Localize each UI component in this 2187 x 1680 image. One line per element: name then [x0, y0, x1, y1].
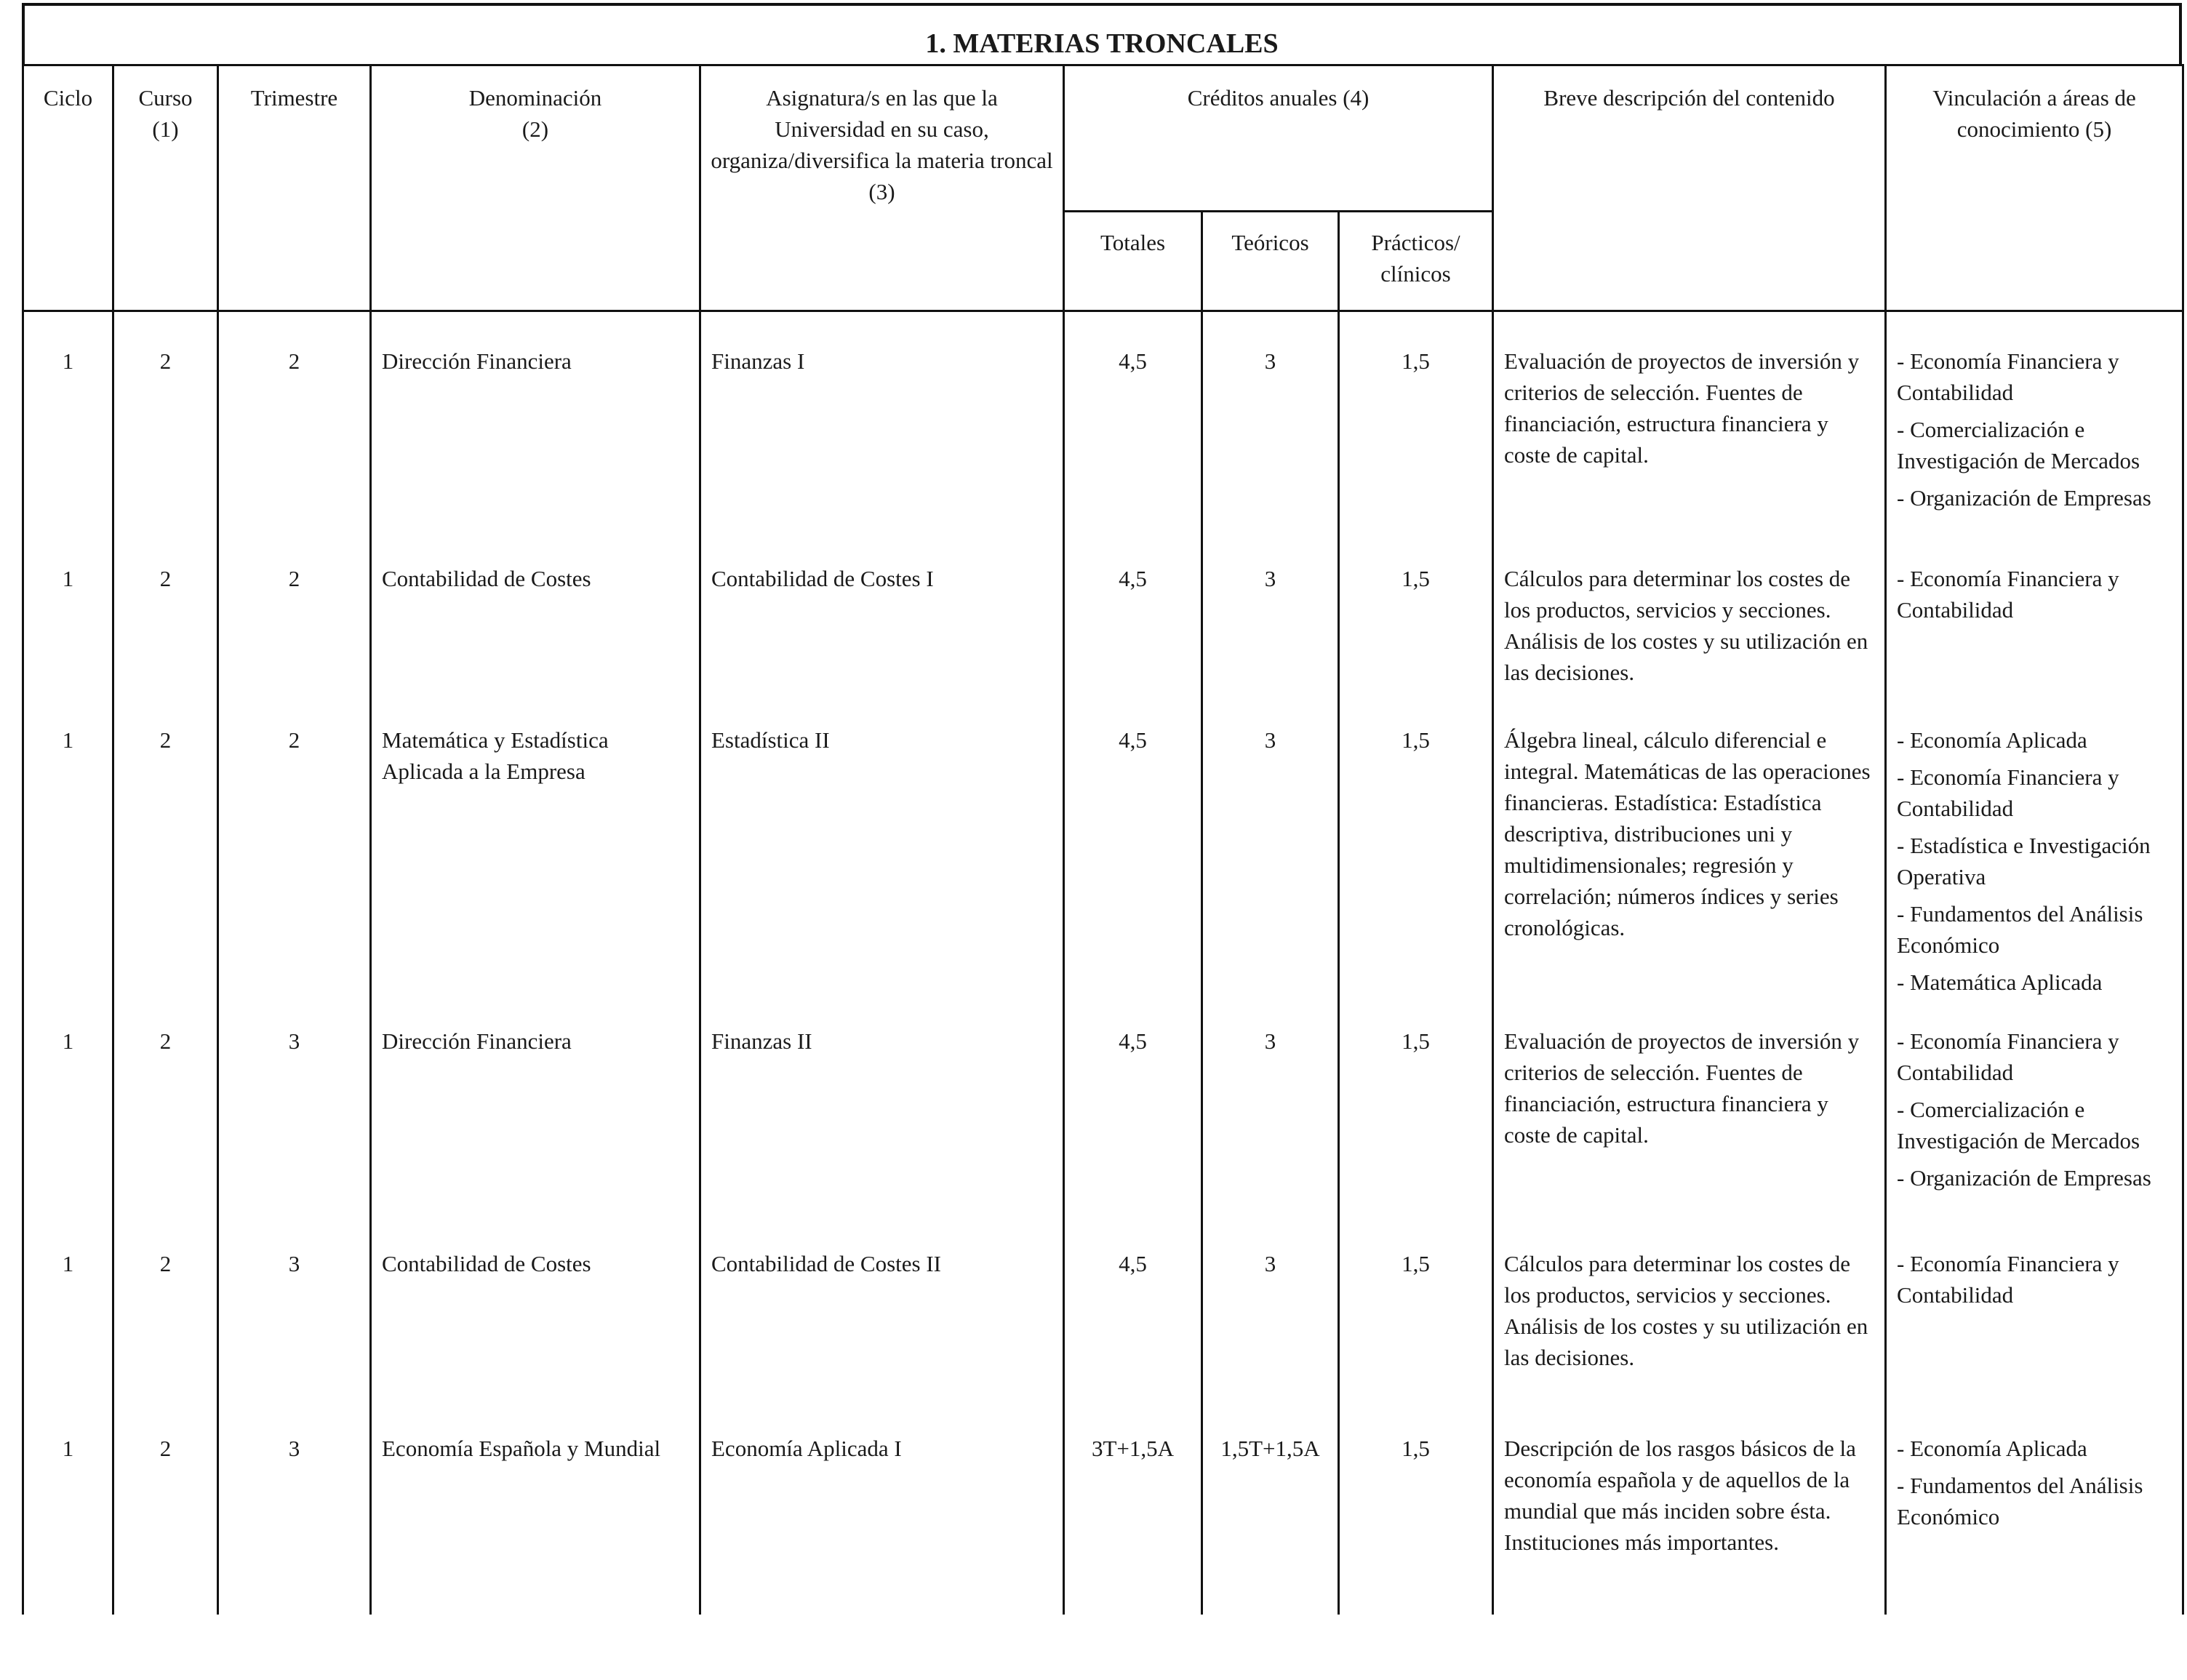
- cell-descripcion: Descripción de los rasgos básicos de la economía española y de aquellos de la mundial que más inciden sobre ésta. Instituciones más importantes.: [1493, 1411, 1886, 1615]
- header-practicos: Prácticos/ clínicos: [1339, 212, 1493, 311]
- area-item: - Economía Financiera y Contabilidad: [1897, 1028, 2119, 1085]
- header-curso: [113, 65, 218, 311]
- table-row: [23, 704, 2183, 1004]
- header-curso-label: Curso: [138, 85, 193, 111]
- cell-descripcion: Cálculos para determinar los costes de los productos, servicios y secciones. Análisis de los costes y su utilización en las decisiones.: [1493, 543, 1886, 704]
- header-ciclo: Ciclo: [23, 65, 113, 311]
- cell-teoricos: 3: [1202, 1004, 1339, 1226]
- cell-totales: 4,5: [1064, 1226, 1202, 1411]
- header-asignaturas: Asignatura/s en las que la Universidad en su caso, organiza/diversifica la materia troncal (3): [700, 65, 1064, 311]
- cell-trimestre: 2: [218, 704, 371, 1004]
- cell-areas: [1886, 704, 2183, 1004]
- cell-practicos: 1,5: [1339, 1411, 1493, 1615]
- cell-denominacion: Matemática y Estadística Aplicada a la Empresa: [371, 704, 700, 1004]
- table-row: [23, 1004, 2183, 1226]
- area-item: - Estadística e Investigación Operativa: [1897, 833, 2151, 889]
- cell-descripcion: Cálculos para determinar los costes de los productos, servicios y secciones. Análisis de los costes y su utilización en las decisiones.: [1493, 1226, 1886, 1411]
- header-denominacion-label: Denominación: [468, 85, 602, 111]
- cell-asignatura: Finanzas II: [700, 1004, 1064, 1226]
- table-row: [23, 543, 2183, 704]
- cell-practicos: 1,5: [1339, 543, 1493, 704]
- cell-totales: 3T+1,5A: [1064, 1411, 1202, 1615]
- cell-denominacion: Dirección Financiera: [371, 311, 700, 543]
- cell-descripcion: Álgebra lineal, cálculo diferencial e integral. Matemáticas de las operaciones financieras. Estadística: Estadística descriptiva, distribuciones uni y multidimensionales; regresión y correlación; números índices y series cronológicas.: [1493, 704, 1886, 1004]
- area-item: - Comercialización e Investigación de Mercados: [1897, 1097, 2140, 1153]
- cell-curso: 2: [113, 543, 218, 704]
- area-item: - Fundamentos del Análisis Económico: [1897, 1473, 2143, 1529]
- materias-table: [22, 64, 2184, 1615]
- cell-denominacion: Economía Española y Mundial: [371, 1411, 700, 1615]
- cell-asignatura: Finanzas I: [700, 311, 1064, 543]
- cell-denominacion: Contabilidad de Costes: [371, 543, 700, 704]
- cell-asignatura: Estadística II: [700, 704, 1064, 1004]
- section-title: 1. MATERIAS TRONCALES: [22, 3, 2182, 64]
- cell-trimestre: 3: [218, 1004, 371, 1226]
- cell-areas: [1886, 1004, 2183, 1226]
- cell-ciclo: 1: [23, 704, 113, 1004]
- area-item: - Economía Financiera y Contabilidad: [1897, 566, 2119, 623]
- area-item: - Economía Aplicada: [1897, 727, 2087, 753]
- cell-practicos: 1,5: [1339, 311, 1493, 543]
- cell-areas: [1886, 543, 2183, 704]
- cell-denominacion: Dirección Financiera: [371, 1004, 700, 1226]
- table-row: [23, 1226, 2183, 1411]
- cell-descripcion: Evaluación de proyectos de inversión y criterios de selección. Fuentes de financiación, estructura financiera y coste de capital.: [1493, 1004, 1886, 1226]
- cell-areas: [1886, 1226, 2183, 1411]
- header-trimestre: Trimestre: [218, 65, 371, 311]
- cell-teoricos: 3: [1202, 704, 1339, 1004]
- cell-curso: 2: [113, 1226, 218, 1411]
- area-item: - Economía Financiera y Contabilidad: [1897, 348, 2119, 405]
- cell-asignatura: Contabilidad de Costes I: [700, 543, 1064, 704]
- area-item: - Economía Financiera y Contabilidad: [1897, 1251, 2119, 1308]
- cell-asignatura: Contabilidad de Costes II: [700, 1226, 1064, 1411]
- cell-practicos: 1,5: [1339, 1004, 1493, 1226]
- cell-curso: 2: [113, 311, 218, 543]
- cell-teoricos: 3: [1202, 1226, 1339, 1411]
- area-item: - Matemática Aplicada: [1897, 969, 2103, 995]
- area-item: - Organización de Empresas: [1897, 1165, 2151, 1191]
- cell-practicos: 1,5: [1339, 704, 1493, 1004]
- cell-curso: 2: [113, 1411, 218, 1615]
- cell-totales: 4,5: [1064, 543, 1202, 704]
- header-denominacion-note: (2): [521, 116, 549, 142]
- table-row: [23, 1411, 2183, 1615]
- cell-trimestre: 3: [218, 1226, 371, 1411]
- cell-trimestre: 2: [218, 311, 371, 543]
- table-body: [23, 311, 2183, 1615]
- cell-curso: 2: [113, 704, 218, 1004]
- cell-ciclo: 1: [23, 1411, 113, 1615]
- cell-areas: [1886, 1411, 2183, 1615]
- area-item: - Organización de Empresas: [1897, 485, 2151, 511]
- cell-teoricos: 3: [1202, 543, 1339, 704]
- cell-teoricos: 1,5T+1,5A: [1202, 1411, 1339, 1615]
- header-descripcion: Breve descripción del contenido: [1493, 65, 1886, 311]
- header-creditos: Créditos anuales (4): [1064, 65, 1493, 212]
- header-totales: Totales: [1064, 212, 1202, 311]
- cell-areas: [1886, 311, 2183, 543]
- area-item: - Economía Aplicada: [1897, 1436, 2087, 1461]
- area-item: - Economía Financiera y Contabilidad: [1897, 764, 2119, 821]
- header-vinculacion: Vinculación a áreas de conocimiento (5): [1886, 65, 2183, 311]
- cell-asignatura: Economía Aplicada I: [700, 1411, 1064, 1615]
- header-curso-note: (1): [152, 116, 179, 142]
- cell-descripcion: Evaluación de proyectos de inversión y criterios de selección. Fuentes de financiación, estructura financiera y coste de capital.: [1493, 311, 1886, 543]
- table-header: [23, 65, 2183, 311]
- cell-ciclo: 1: [23, 1004, 113, 1226]
- area-item: - Comercialización e Investigación de Mercados: [1897, 417, 2140, 473]
- cell-denominacion: Contabilidad de Costes: [371, 1226, 700, 1411]
- cell-totales: 4,5: [1064, 704, 1202, 1004]
- cell-totales: 4,5: [1064, 1004, 1202, 1226]
- cell-trimestre: 2: [218, 543, 371, 704]
- cell-ciclo: 1: [23, 1226, 113, 1411]
- cell-ciclo: 1: [23, 311, 113, 543]
- cell-totales: 4,5: [1064, 311, 1202, 543]
- cell-trimestre: 3: [218, 1411, 371, 1615]
- header-denominacion: [371, 65, 700, 311]
- cell-practicos: 1,5: [1339, 1226, 1493, 1411]
- cell-ciclo: 1: [23, 543, 113, 704]
- cell-teoricos: 3: [1202, 311, 1339, 543]
- cell-curso: 2: [113, 1004, 218, 1226]
- area-item: - Fundamentos del Análisis Económico: [1897, 901, 2143, 958]
- table-row: [23, 311, 2183, 543]
- header-teoricos: Teóricos: [1202, 212, 1339, 311]
